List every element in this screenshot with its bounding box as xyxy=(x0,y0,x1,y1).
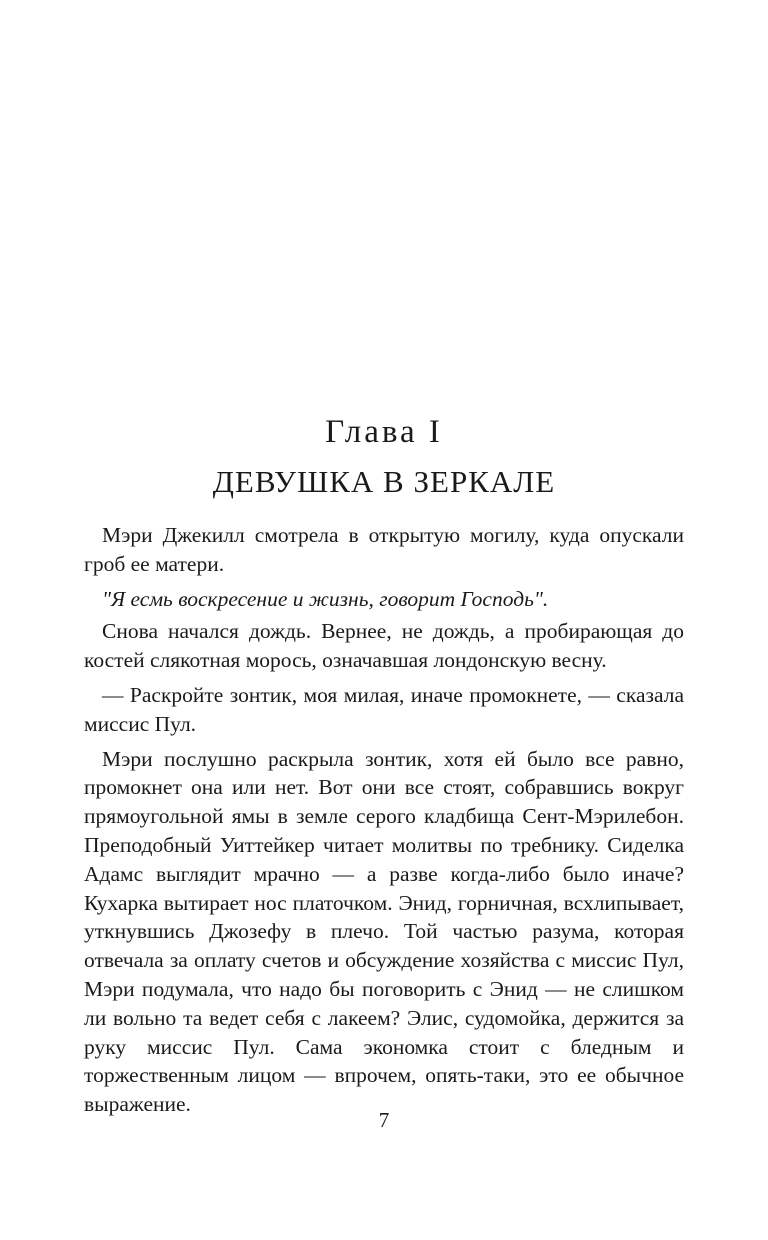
paragraph-quote: "Я есмь воскресение и жизнь, говорит Господь". xyxy=(102,586,549,611)
paragraph-dialogue: — Раскройте зонтик, моя милая, иначе промокнете, — сказала миссис Пул. xyxy=(84,682,684,736)
paragraph-funeral: Мэри послушно раскрыла зонтик, хотя ей было все равно, промокнет она или нет. Вот они все стоят, собравшись вокруг прямоугольной ямы в земле серого кладбища Сент-Мэрилебон. Преподобный Уиттейкер читает молитвы по требнику. Сиделка Адамс выглядит мрачно — а разве когда-либо было иначе? Кухарка вытирает нос платочком. Энид, горничная, всхлипывает, уткнувшись Джозефу в плечо. Той частью разума, которая отвечала за оплату счетов и обсуждение хозяйства с миссис Пул, Мэри подумала, что надо бы поговорить с Энид — не слишком ли вольно та ведет себя с лакеем? Элис, судомойка, держится за руку миссис Пул. Сама экономка стоит с бледным и торжественным лицом — впрочем, опять-таки, это ее обычное выражение. xyxy=(84,746,684,1117)
paragraph-opening: Мэри Джекилл смотрела в открытую могилу, куда опускали гроб ее матери. xyxy=(84,523,684,576)
body-text xyxy=(84,521,684,1119)
chapter-label: Глава I xyxy=(325,414,443,450)
chapter-title: ДЕВУШКА В ЗЕРКАЛЕ xyxy=(212,464,556,499)
paragraph-rain: Снова начался дождь. Вернее, не дождь, а пробирающая до костей слякотная морось, означавшая лондонскую весну. xyxy=(84,619,684,673)
page-number: 7 xyxy=(378,1108,390,1132)
